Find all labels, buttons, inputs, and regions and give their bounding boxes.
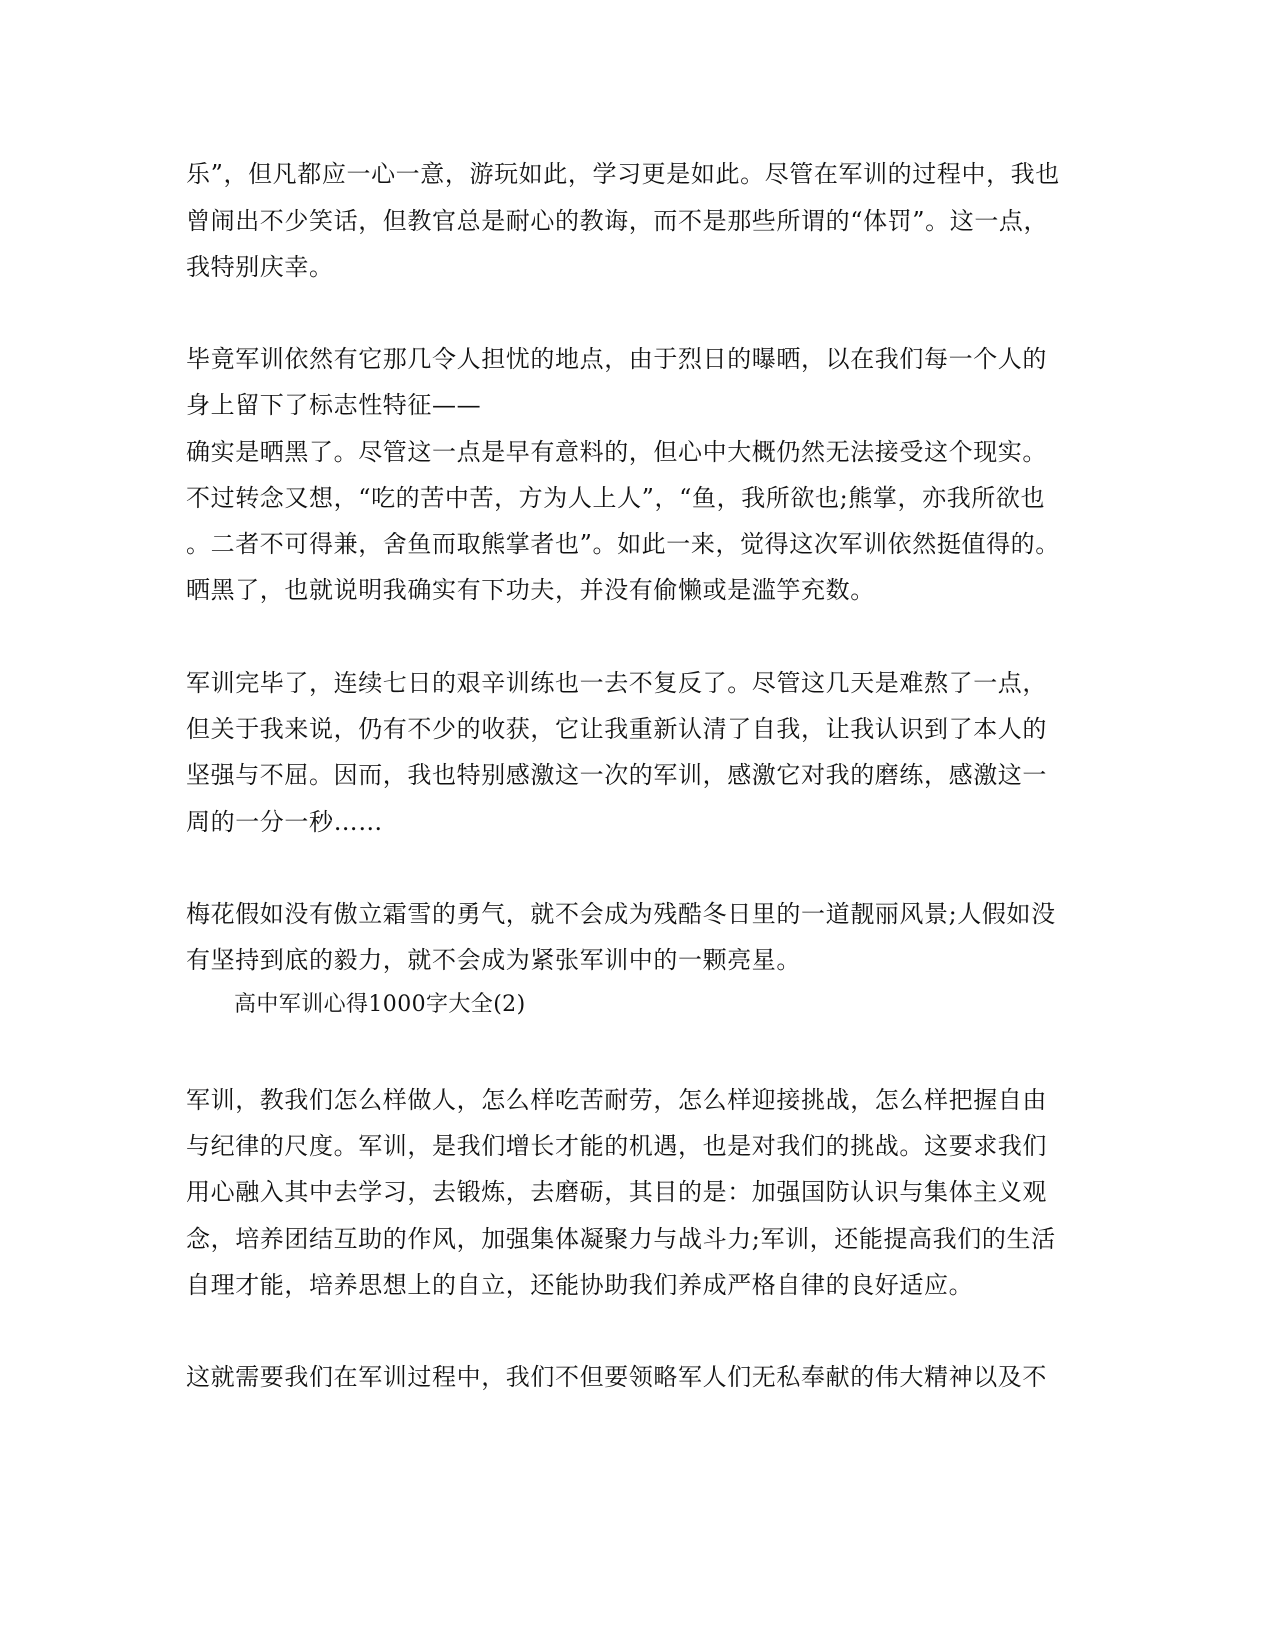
paragraph-1-line-3: 我特别庆幸。 [186, 253, 334, 281]
paragraph-1-line-1: 乐”，但凡都应一心一意，游玩如此，学习更是如此。尽管在军训的过程中，我也 [186, 160, 1060, 188]
paragraph-2-line-5: 。二者不可得兼，舍鱼而取熊掌者也”。如此一来，觉得这次军训依然挺值得的。 [186, 530, 1060, 558]
paragraph-5-line-1: 军训，教我们怎么样做人，怎么样吃苦耐劳，怎么样迎接挑战，怎么样把握自由 [186, 1086, 1047, 1114]
paragraph-3-line-4: 周的一分一秒…… [186, 808, 383, 836]
paragraph-5-line-3: 用心融入其中去学习，去锻炼，去磨砺，其目的是：加强国防认识与集体主义观 [186, 1178, 1047, 1206]
paragraph-6-line-1: 这就需要我们在军训过程中，我们不但要领略军人们无私奉献的伟大精神以及不 [186, 1363, 1047, 1391]
paragraph-2-line-4: 不过转念又想，“吃的苦中苦，方为人上人”，“鱼，我所欲也;熊掌，亦我所欲也 [186, 484, 1046, 512]
paragraph-3-line-2: 但关于我来说，仍有不少的收获，它让我重新认清了自我，让我认识到了本人的 [186, 715, 1047, 743]
paragraph-2-line-2: 身上留下了标志性特征—— [186, 391, 482, 419]
paragraph-4-line-1: 梅花假如没有傲立霜雪的勇气，就不会成为残酷冬日里的一道靓丽风景;人假如没 [186, 900, 1056, 928]
paragraph-1-line-2: 曾闹出不少笑话，但教官总是耐心的教诲，而不是那些所谓的“体罚”。这一点， [186, 207, 1049, 235]
paragraph-2-line-6: 晒黑了，也就说明我确实有下功夫，并没有偷懒或是滥竽充数。 [186, 576, 875, 604]
section-heading: 高中军训心得1000字大全(2) [234, 992, 526, 1017]
paragraph-5-line-4: 念，培养团结互助的作风，加强集体凝聚力与战斗力;军训，还能提高我们的生活 [186, 1225, 1056, 1253]
paragraph-5-line-2: 与纪律的尺度。军训，是我们增长才能的机遇，也是对我们的挑战。这要求我们 [186, 1132, 1047, 1160]
paragraph-3-line-1: 军训完毕了，连续七日的艰辛训练也一去不复反了。尽管这几天是难熬了一点， [186, 669, 1047, 697]
paragraph-3-line-3: 坚强与不屈。因而，我也特别感激这一次的军训，感激它对我的磨练，感激这一 [186, 761, 1047, 789]
paragraph-5-line-5: 自理才能，培养思想上的自立，还能协助我们养成严格自律的良好适应。 [186, 1271, 974, 1299]
paragraph-2-line-1: 毕竟军训依然有它那几令人担忧的地点，由于烈日的曝晒，以在我们每一个人的 [186, 345, 1047, 373]
paragraph-2-line-3: 确实是晒黑了。尽管这一点是早有意料的，但心中大概仍然无法接受这个现实。 [186, 438, 1047, 466]
paragraph-4-line-2: 有坚持到底的毅力，就不会成为紧张军训中的一颗亮星。 [186, 946, 801, 974]
